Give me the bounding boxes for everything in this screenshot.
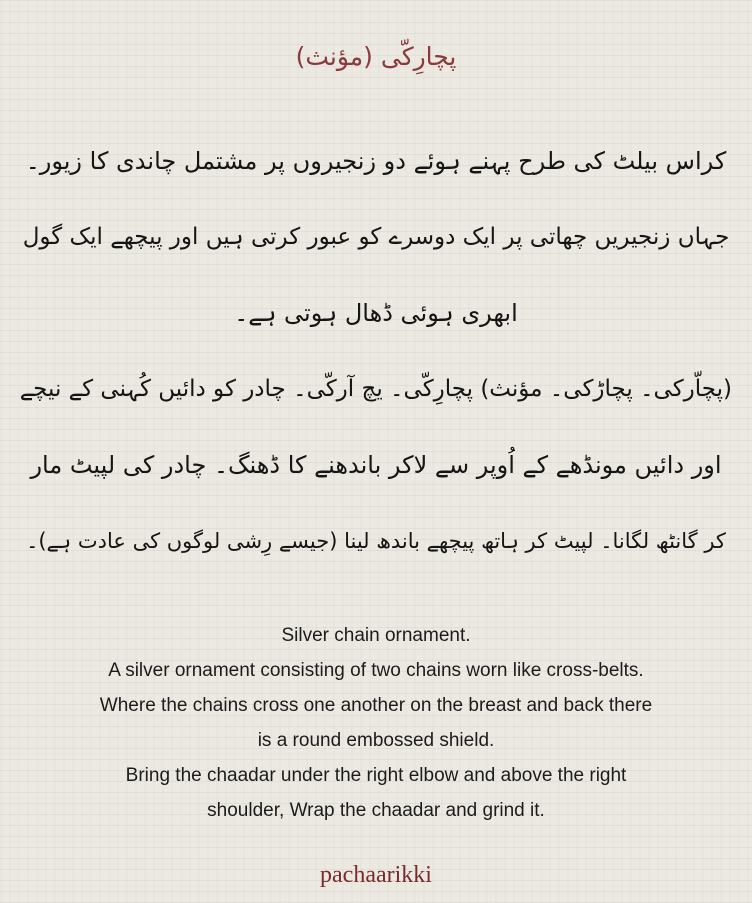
english-line: A silver ornament consisting of two chains worn like cross-belts. — [108, 660, 644, 681]
urdu-line: کر گانٹھ لگانا۔ لپیٹ کر ہاتھ پیچھے باندھ لینا (جیسے رِشی لوگوں کی عادت ہے)۔ — [26, 529, 726, 553]
english-line: is a round embossed shield. — [257, 730, 495, 751]
english-line: Where the chains cross one another on the breast and back there — [99, 695, 653, 716]
urdu-line: اور دائیں مونڈھے کے اُوپر سے لاکر باندھنے کا ڈھنگ۔ چادر کی لپیٹ مار — [30, 451, 722, 479]
urdu-definition — [20, 130, 732, 586]
transliteration-footer: pachaarikki — [320, 862, 432, 888]
urdu-line: (پچاّرکی۔ پچاڑکی۔ مؤنث) پچارِکّی۔ یچ آرکّی۔ چادر کو دائیں کُہنی کے نیچے — [19, 376, 732, 402]
english-line: Silver chain ornament. — [281, 625, 471, 646]
urdu-line: جہاں زنجیریں چھاتی پر ایک دوسرے کو عبور کرتی ہیں اور پیچھے ایک گول — [22, 224, 730, 250]
english-line: shoulder, Wrap the chaadar and grind it. — [207, 800, 545, 821]
english-line: Bring the chaadar under the right elbow and above the right — [125, 765, 627, 786]
english-definition — [10, 618, 742, 828]
page-title: پچارِکّی (مؤنث) — [295, 42, 457, 71]
urdu-line: کراس بیلٹ کی طرح پہنے ہوئے دو زنجیروں پر مشتمل چاندی کا زیور۔ — [25, 147, 727, 175]
urdu-line: ابھری ہوئی ڈھال ہوتی ہے۔ — [234, 299, 518, 327]
